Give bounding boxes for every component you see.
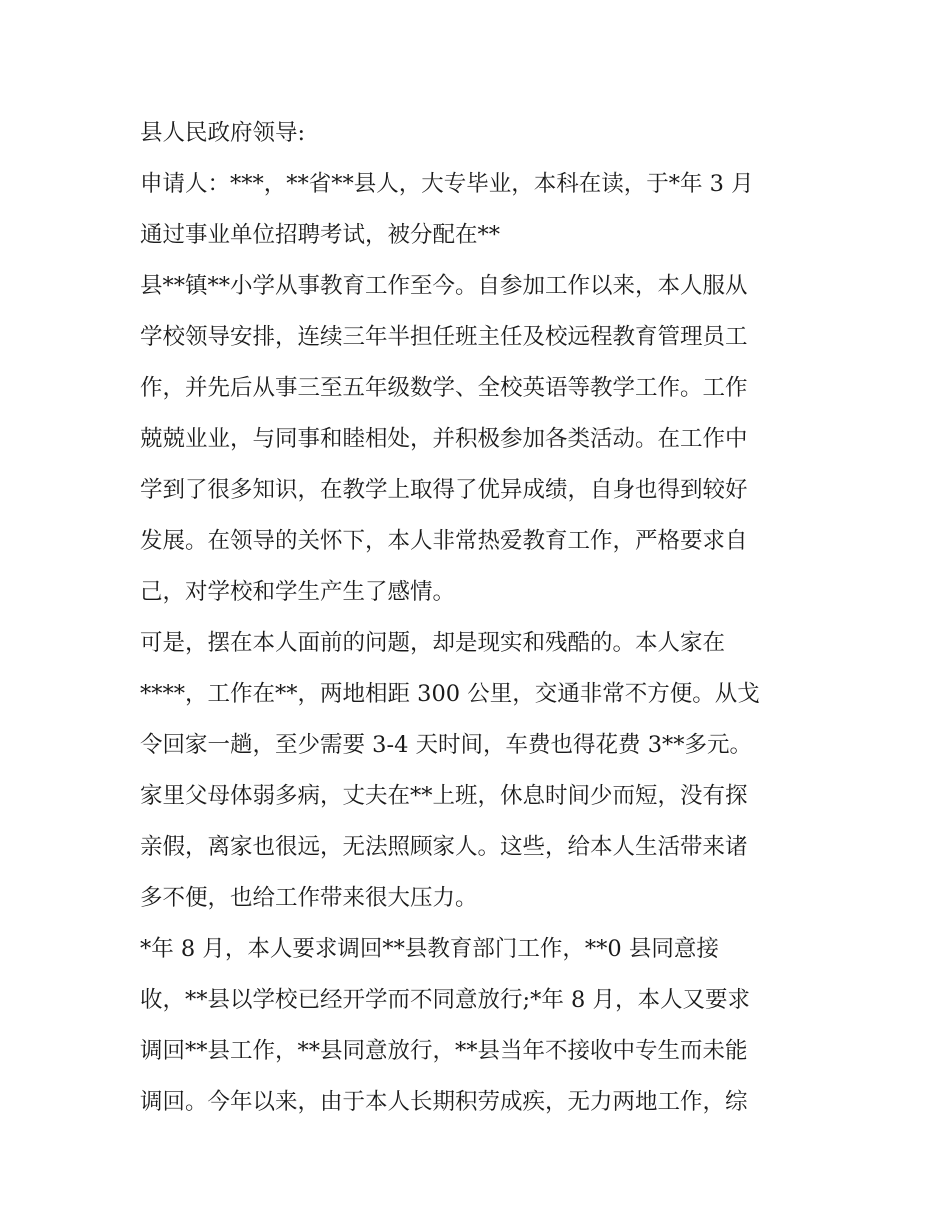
text-line: 学校领导安排，连续三年半担任班主任及校远程教育管理员工 bbox=[140, 324, 748, 350]
text-line: *年 8 月，本人要求调回**县教育部门工作，**0 县同意接 bbox=[140, 936, 719, 962]
text-line: ****，工作在**，两地相距 300 公里，交通非常不方便。从戈 bbox=[140, 681, 760, 707]
text-line: 多不便，也给工作带来很大压力。 bbox=[140, 885, 478, 911]
text-line: 己，对学校和学生产生了感情。 bbox=[140, 579, 456, 605]
text-line: 申请人：***，**省**县人，大专毕业，本科在读，于*年 3 月 bbox=[140, 171, 754, 197]
text-line: 县**镇**小学从事教育工作至今。自参加工作以来，本人服从 bbox=[140, 273, 748, 299]
text-line: 学到了很多知识，在教学上取得了优异成绩，自身也得到较好 bbox=[140, 477, 748, 503]
text-line: 调回**县工作，**县同意放行，**县当年不接收中专生而未能 bbox=[140, 1038, 748, 1064]
text-line: 令回家一趟，至少需要 3-4 天时间，车费也得花费 3**多元。 bbox=[140, 732, 753, 758]
text-line: 亲假，离家也很远，无法照顾家人。这些，给本人生活带来诸 bbox=[140, 834, 748, 860]
text-line: 调回。今年以来，由于本人长期积劳成疾，无力两地工作，综 bbox=[140, 1089, 748, 1115]
text-line: 发展。在领导的关怀下，本人非常热爱教育工作，严格要求自 bbox=[140, 528, 748, 554]
text-line: 可是，摆在本人面前的问题，却是现实和残酷的。本人家在 bbox=[140, 630, 726, 656]
salutation-line: 县人民政府领导: bbox=[140, 120, 306, 146]
text-line: 作，并先后从事三至五年级数学、全校英语等教学工作。工作 bbox=[140, 375, 748, 401]
text-line: 家里父母体弱多病，丈夫在**上班，休息时间少而短，没有探 bbox=[140, 783, 748, 809]
document-body bbox=[140, 108, 820, 1128]
text-line: 兢兢业业，与同事和睦相处，并积极参加各类活动。在工作中 bbox=[140, 426, 748, 452]
text-line: 通过事业单位招聘考试，被分配在** bbox=[140, 222, 501, 248]
text-line: 收，**县以学校已经开学而不同意放行;*年 8 月，本人又要求 bbox=[140, 987, 750, 1013]
